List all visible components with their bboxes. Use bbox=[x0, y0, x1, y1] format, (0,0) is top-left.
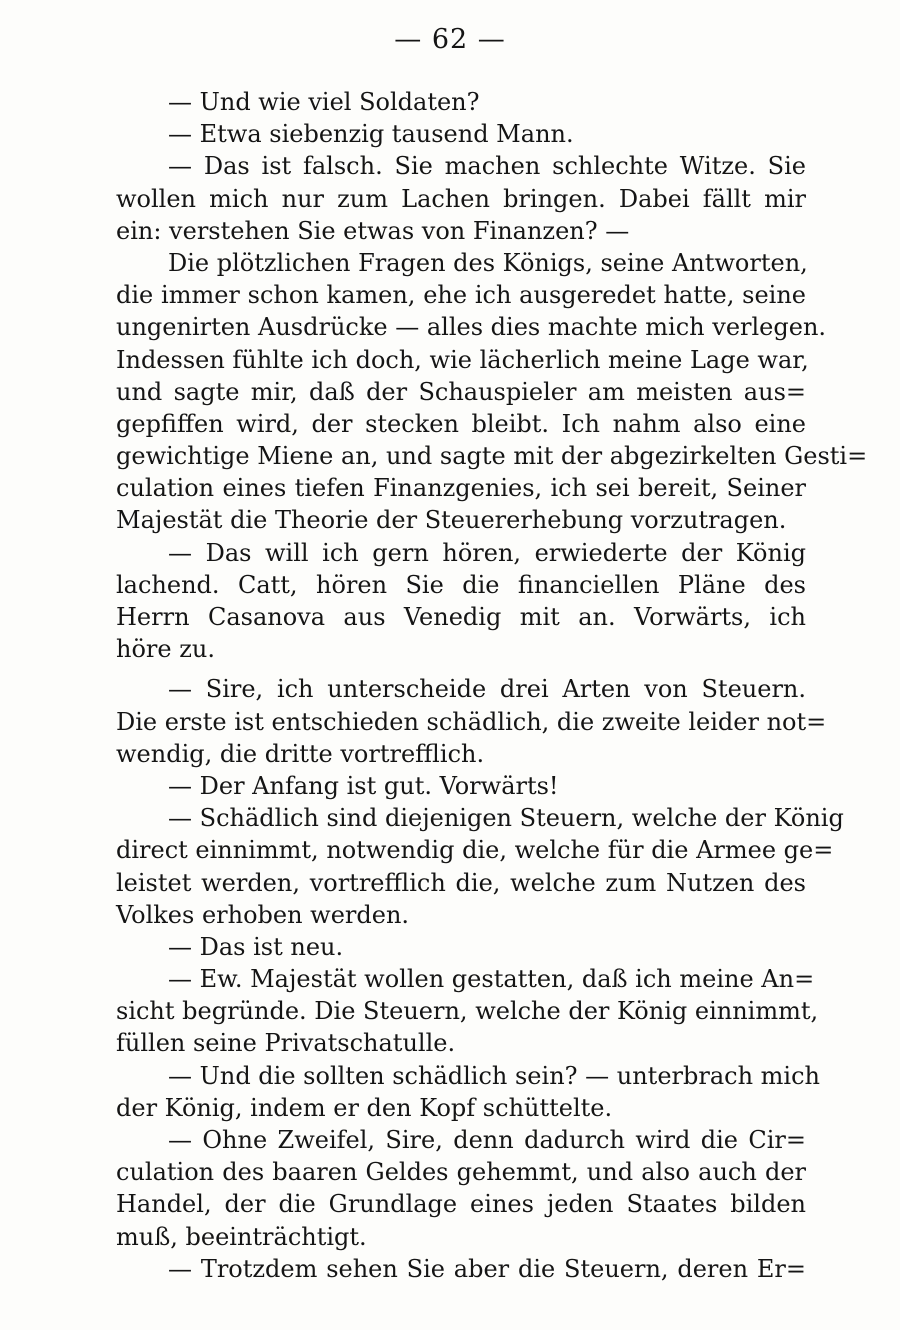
text-line: — Etwa siebenzig tausend Mann. bbox=[168, 120, 574, 149]
text-line: gewichtige Miene an, und sagte mit der abgezirkelten Gesti= bbox=[116, 442, 868, 471]
text-line: die immer schon kamen, ehe ich ausgeredet hatte, seine bbox=[116, 281, 806, 310]
text-line: — Das ist falsch. Sie machen schlechte Witze. Sie bbox=[168, 152, 806, 181]
text-line: gepfiffen wird, der stecken bleibt. Ich nahm also eine bbox=[116, 409, 806, 438]
text-line: Volkes erhoben werden. bbox=[116, 900, 410, 929]
text-line: füllen seine Privatschatulle. bbox=[116, 1029, 456, 1058]
text-line: ein: verstehen Sie etwas von Finanzen? — bbox=[116, 216, 630, 245]
text-line: Indessen fühlte ich doch, wie lächerlich meine Lage war, bbox=[116, 345, 809, 374]
text-line: direct einnimmt, notwendig die, welche für die Armee ge= bbox=[116, 836, 834, 865]
text-line: culation eines tiefen Finanzgenies, ich sei bereit, Seiner bbox=[116, 474, 806, 503]
text-line: — Der Anfang ist gut. Vorwärts! bbox=[168, 771, 559, 800]
text-line: Majestät die Theorie der Steuererhebung vorzutragen. bbox=[116, 506, 787, 535]
text-line: — Und die sollten schädlich sein? — unterbrach mich bbox=[168, 1061, 821, 1090]
page-number: — 62 — bbox=[394, 24, 506, 55]
text-line: und sagte mir, daß der Schauspieler am meisten aus= bbox=[116, 377, 806, 406]
text-line: Die plötzlichen Fragen des Königs, seine Antworten, bbox=[168, 248, 808, 277]
text-line: höre zu. bbox=[116, 635, 215, 664]
text-line: lachend. Catt, hören Sie die financiellen Pläne des bbox=[116, 570, 806, 599]
text-line: wollen mich nur zum Lachen bringen. Dabei fällt mir bbox=[116, 184, 806, 213]
text-line: muß, beeinträchtigt. bbox=[116, 1222, 367, 1251]
text-line: Handel, der die Grundlage eines jeden Staates bilden bbox=[116, 1190, 806, 1219]
text-line: wendig, die dritte vortrefflich. bbox=[116, 739, 485, 768]
text-line: Herrn Casanova aus Venedig mit an. Vorwärts, ich bbox=[116, 603, 806, 631]
text-line: leistet werden, vortrefflich die, welche zum Nutzen des bbox=[116, 868, 806, 897]
body-text bbox=[116, 86, 868, 1285]
text-line: — Ohne Zweifel, Sire, denn dadurch wird die Cir= bbox=[168, 1126, 806, 1154]
text-line: — Das will ich gern hören, erwiederte der König bbox=[168, 538, 806, 567]
text-line: culation des baaren Geldes gehemmt, und also auch der bbox=[116, 1158, 806, 1187]
text-line: der König, indem er den Kopf schüttelte. bbox=[116, 1093, 613, 1122]
text-line: — Sire, ich unterscheide drei Arten von Steuern. bbox=[168, 675, 806, 704]
text-line: — Das ist neu. bbox=[168, 932, 344, 961]
text-line: — Ew. Majestät wollen gestatten, daß ich meine An= bbox=[168, 965, 815, 994]
text-line: Die erste ist entschieden schädlich, die zweite leider not= bbox=[116, 707, 827, 736]
text-line: sicht begründe. Die Steuern, welche der König einnimmt, bbox=[116, 997, 819, 1026]
text-line: ungenirten Ausdrücke — alles dies machte mich verlegen. bbox=[116, 313, 827, 342]
text-line: — Schädlich sind diejenigen Steuern, welche der König bbox=[168, 804, 844, 833]
text-line: — Trotzdem sehen Sie aber die Steuern, deren Er= bbox=[168, 1254, 806, 1283]
text-line: — Und wie viel Soldaten? bbox=[168, 88, 480, 116]
